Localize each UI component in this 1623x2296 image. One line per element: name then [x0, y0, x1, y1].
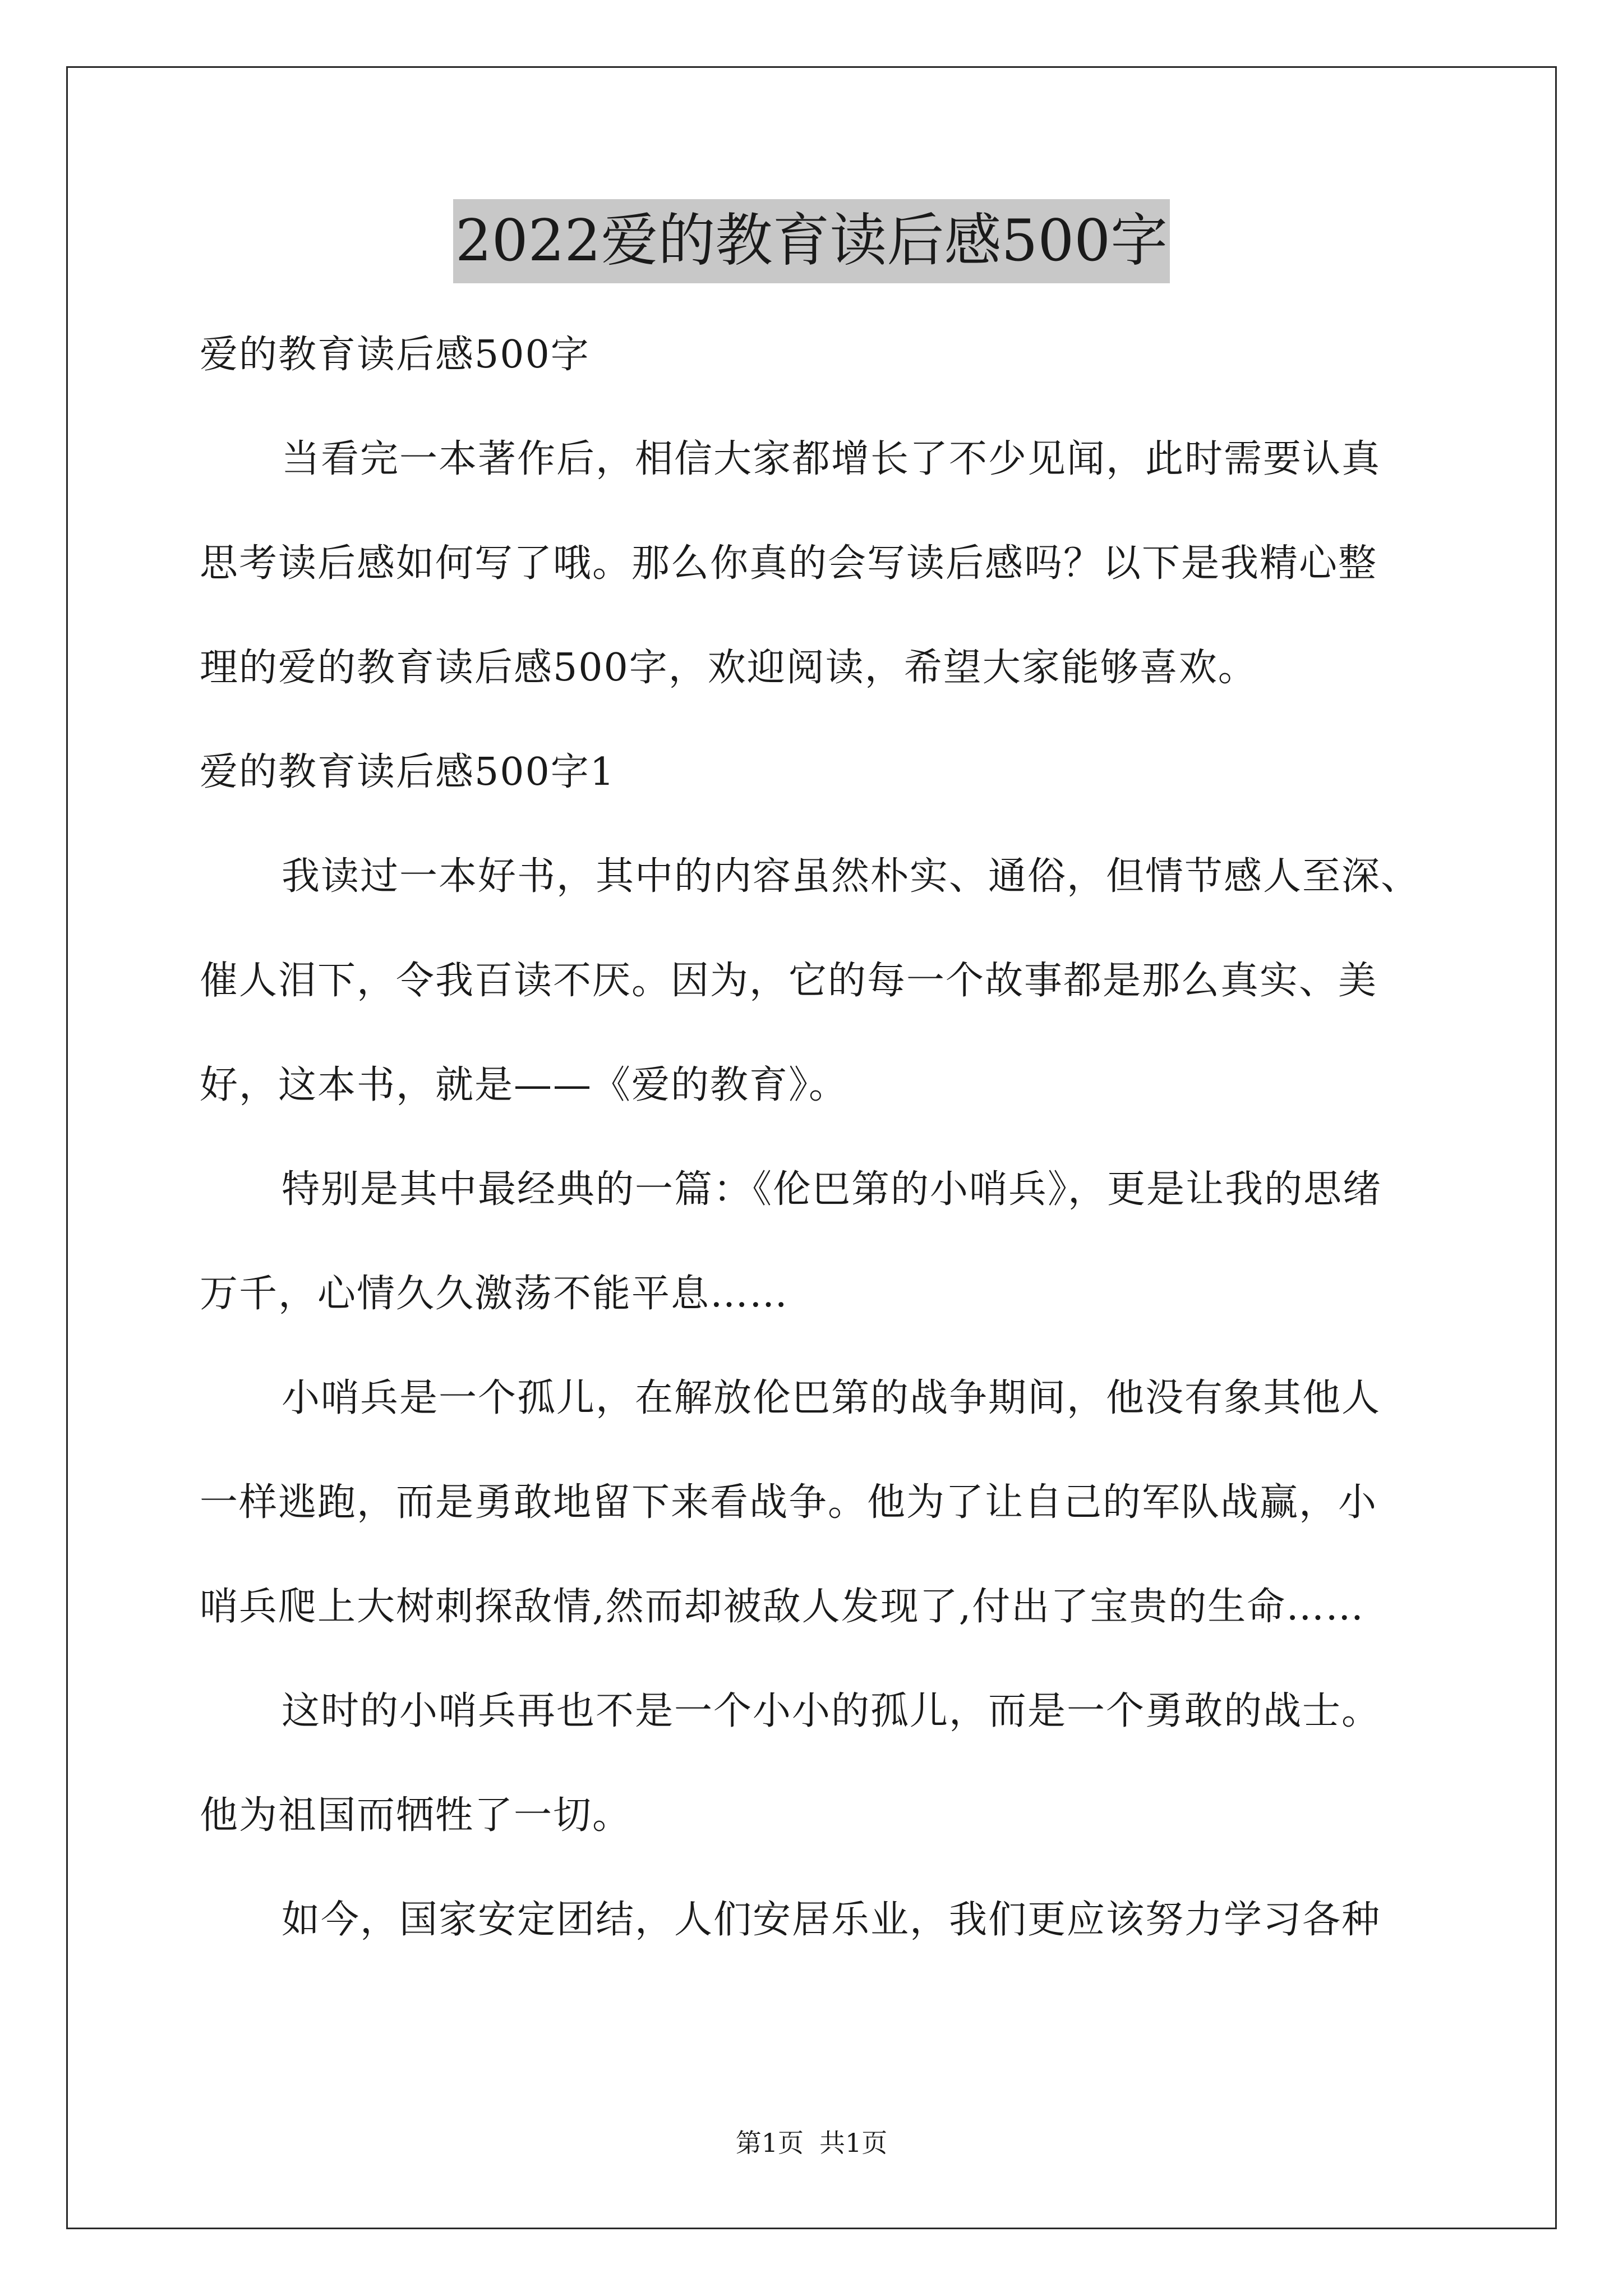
text-line: 当看完一本著作后，相信大家都增长了不少见闻，此时需要认真	[282, 437, 1381, 481]
text-line: 特别是其中最经典的一篇：《伦巴第的小哨兵》，更是让我的思绪	[282, 1167, 1382, 1212]
text-line: 理的爱的教育读后感500字，欢迎阅读，希望大家能够喜欢。	[200, 646, 1257, 690]
title-container	[0, 199, 1623, 283]
page-number: 第1页	[735, 2128, 804, 2158]
total-pages: 共1页	[819, 2128, 888, 2158]
text-line: 他为祖国而牺牲了一切。	[200, 1793, 632, 1838]
text-line: 哨兵爬上大树刺探敌情,然而却被敌人发现了,付出了宝贵的生命……	[200, 1585, 1365, 1629]
page-footer	[0, 2126, 1623, 2160]
text-line: 爱的教育读后感500字	[200, 333, 590, 377]
text-line: 如今，国家安定团结，人们安居乐业，我们更应该努力学习各种	[282, 1898, 1381, 1942]
text-line: 爱的教育读后感500字1	[200, 750, 616, 794]
text-line: 万千，心情久久激荡不能平息……	[200, 1272, 789, 1316]
text-line: 催人泪下，令我百读不厌。因为，它的每一个故事都是那么真实、美	[200, 959, 1378, 1003]
text-line: 一样逃跑，而是勇敢地留下来看战争。他为了让自己的军队战赢，小	[200, 1480, 1378, 1525]
text-line: 我读过一本好书，其中的内容虽然朴实、通俗，但情节感人至深、	[282, 854, 1421, 899]
text-line: 思考读后感如何写了哦。那么你真的会写读后感吗？以下是我精心整	[200, 541, 1378, 586]
document-body	[200, 303, 1433, 1972]
text-line: 小哨兵是一个孤儿，在解放伦巴第的战争期间，他没有象其他人	[282, 1376, 1381, 1420]
document-title: 2022爱的教育读后感500字	[453, 199, 1170, 283]
text-line: 好，这本书，就是——《爱的教育》。	[200, 1063, 849, 1107]
text-line: 这时的小哨兵再也不是一个小小的孤儿，而是一个勇敢的战士。	[282, 1689, 1381, 1733]
